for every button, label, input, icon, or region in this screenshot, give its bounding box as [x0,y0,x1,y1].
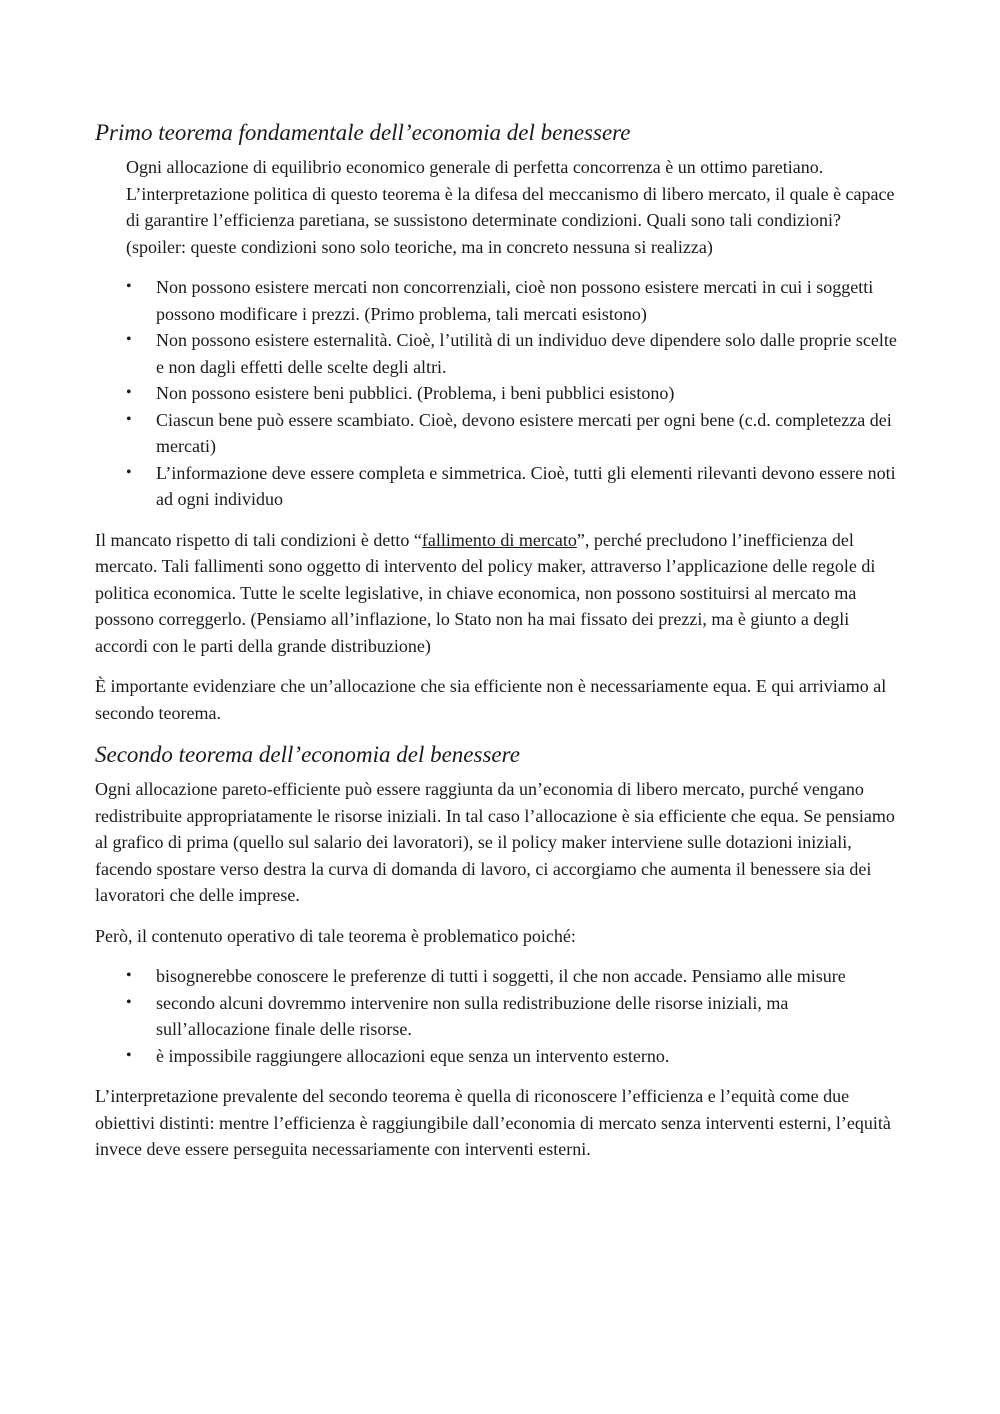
problems-list [95,963,900,1069]
list-item: • Ciascun bene può essere scambiato. Cioè, devono esistere mercati per ogni bene (c.d. completezza dei mercati) [156,407,900,460]
bullet-icon: • [126,331,132,348]
list-item: • Non possono esistere mercati non concorrenziali, cioè non possono esistere mercati in cui i soggetti possono modificare i prezzi. (Primo problema, tali mercati esistono) [156,274,900,327]
section-1-intro: Ogni allocazione di equilibrio economico generale di perfetta concorrenza è un ottimo paretiano. L’interpretazione politica di questo teorema è la difesa del meccanismo di libero mercato, il quale è capace di garantire l’efficienza paretiana, se sussistono determinate condizioni. Quali sono tali condizioni? (spoiler: queste condizioni sono solo teoriche, ma in concreto nessuna si realizza) [126,157,895,257]
conclusion-paragraph: L’interpretazione prevalente del secondo teorema è quella di riconoscere l’efficienza e l’equità come due obiettivi distinti: mentre l’efficienza è raggiungibile dall’economia di mercato senza interventi esterni, l’equità invece deve essere perseguita necessariamente con interventi esterni. [95,1086,891,1159]
market-failure-paragraph: Il mancato rispetto di tali condizioni è detto “fallimento di mercato”, perché precludono l’inefficienza del mercato. Tali fallimenti sono oggetto di intervento del policy maker, attraverso l’applicazione delle regole di politica economica. Tutte le scelte legislative, in chiave economica, non possono sostituirsi al mercato ma possono correggerlo. (Pensiamo all’inflazione, lo Stato non ha mai fissato dei prezzi, ma è giunto a degli accordi con le parti della grande distribuzione) [95,529,876,656]
section-2-title: Secondo teorema dell’economia del benessere [95,742,520,767]
list-item: • L’informazione deve essere completa e simmetrica. Cioè, tutti gli elementi rilevanti devono essere noti ad ogni individuo [156,460,900,513]
problem-intro-paragraph: Però, il contenuto operativo di tale teorema è problematico poiché: [95,925,576,946]
list-item: • Non possono esistere esternalità. Cioè, l’utilità di un individuo deve dipendere solo dalle proprie scelte e non dagli effetti delle scelte degli altri. [156,327,900,380]
bullet-icon: • [126,967,132,984]
section-1-title: Primo teorema fondamentale dell’economia del benessere [95,120,631,145]
bullet-icon: • [126,410,132,428]
section-2-intro: Ogni allocazione pareto-efficiente può essere raggiunta da un’economia di libero mercato, purché vengano redistribuite appropriatamente le risorse iniziali. In tal caso l’allocazione è sia efficiente che equa. Se pensiamo al grafico di prima (quello sul salario dei lavoratori), se il policy maker interviene sulle dotazioni iniziali, facendo spostare verso destra la curva di domanda di lavoro, ci accorgiamo che aumenta il benessere sia dei lavoratori che delle imprese. [95,779,895,905]
bullet-icon: • [126,463,132,481]
bullet-icon: • [126,278,132,295]
bullet-icon: • [126,384,132,401]
list-item: • Non possono esistere beni pubblici. (Problema, i beni pubblici esistono) [156,380,900,407]
list-item: • secondo alcuni dovremmo intervenire non sulla redistribuzione delle risorse iniziali, ma sull’allocazione finale delle risorse. [156,990,900,1043]
bullet-icon: • [126,993,132,1011]
conditions-list [95,274,900,513]
list-item: • è impossibile raggiungere allocazioni eque senza un intervento esterno. [156,1043,900,1070]
list-item: • bisognerebbe conoscere le preferenze di tutti i soggetti, il che non accade. Pensiamo alle misure [156,963,900,990]
bullet-icon: • [126,1046,132,1064]
equity-note-paragraph: È importante evidenziare che un’allocazione che sia efficiente non è necessariamente equa. E qui arriviamo al secondo teorema. [95,676,887,723]
market-failure-term: fallimento di mercato [421,529,577,550]
